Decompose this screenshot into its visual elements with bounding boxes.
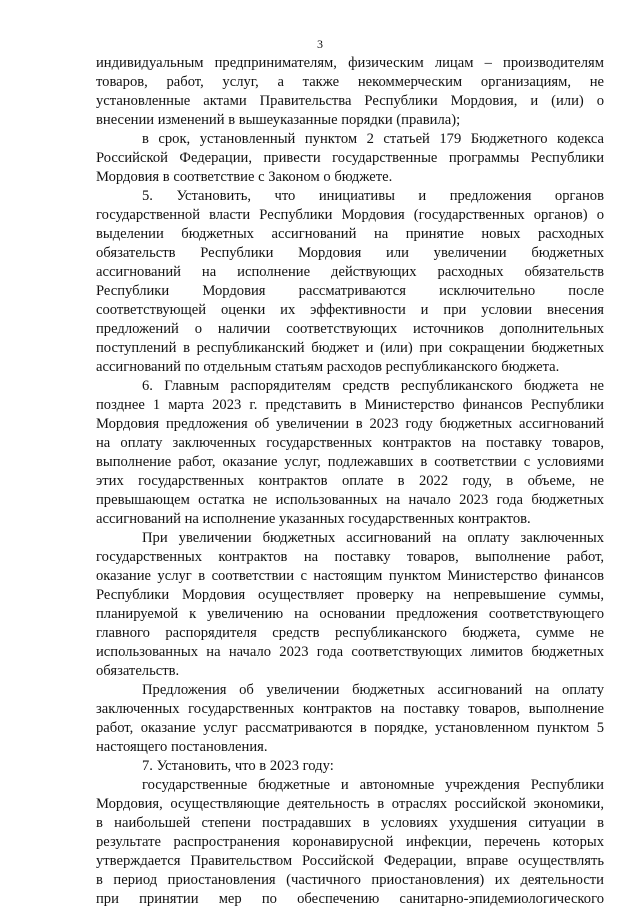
- text-line: индивидуальным предпринимателям, физическим лицам – производителям: [96, 55, 604, 71]
- text-line: Республики Мордовия осуществляет проверку на непревышение суммы,: [96, 587, 604, 603]
- text-line: в срок, установленный пунктом 2 статьей 179 Бюджетного кодекса: [142, 131, 604, 147]
- text-line: этих государственных контрактов оплате в 2022 году, в объеме, не: [96, 473, 604, 489]
- text-line: выполнение работ, оказание услуг, подлежавших в соответствии с условиями: [96, 454, 604, 470]
- text-line: главного распорядителя средств республиканского бюджета, сумме не: [96, 625, 604, 641]
- text-line: Российской Федерации, привести государственные программы Республики: [96, 150, 604, 166]
- text-line: 6. Главным распорядителям средств республиканского бюджета не: [142, 378, 604, 394]
- text-line: настоящего постановления.: [96, 739, 268, 755]
- text-line: предложений о наличии соответствующих источников дополнительных: [96, 321, 604, 337]
- text-line: Предложения об увеличении бюджетных ассигнований на оплату: [142, 682, 604, 698]
- text-line: Мордовия в соответствие с Законом о бюджете.: [96, 169, 393, 185]
- text-line: Мордовия, осуществляющие деятельность в отраслях российской экономики,: [96, 796, 604, 812]
- text-line: установленные актами Правительства Республики Мордовия, и (или) о: [96, 93, 604, 109]
- text-line: в период приостановления (частичного приостановления) их деятельности: [96, 872, 604, 888]
- text-line: товаров, работ, услуг, а также некоммерческим организациям, не: [96, 74, 604, 90]
- text-line: поступлений в республиканский бюджет и (или) при сокращении бюджетных: [96, 340, 604, 356]
- text-line: государственных контрактов на поставку товаров, выполнение работ,: [96, 549, 604, 565]
- text-line: ассигнований на исполнение действующих расходных обязательств: [96, 264, 604, 280]
- text-line: государственные бюджетные и автономные учреждения Республики: [142, 777, 604, 793]
- text-line: соответствующей оценки их эффективности и при условии внесения: [96, 302, 604, 318]
- text-line: Мордовия предложения об увеличении в 2023 году бюджетных ассигнований: [96, 416, 604, 432]
- text-line: на оплату заключенных государственных контрактов на поставку товаров,: [96, 435, 604, 451]
- text-line: 7. Установить, что в 2023 году:: [142, 758, 334, 774]
- body-text: [96, 54, 604, 909]
- text-line: утверждается Правительством Российской Федерации, вправе осуществлять: [96, 853, 604, 869]
- text-line: При увеличении бюджетных ассигнований на оплату заключенных: [142, 530, 604, 546]
- page-number: 3: [317, 37, 323, 51]
- text-line: ассигнований по отдельным статьям расходов республиканского бюджета.: [96, 359, 560, 375]
- text-line: выделении бюджетных ассигнований на принятие новых расходных: [96, 226, 604, 242]
- text-line: результате распространения коронавирусной инфекции, перечень которых: [96, 834, 604, 850]
- text-line: Республики Мордовия рассматриваются исключительно после: [96, 283, 604, 299]
- text-line: планируемой к увеличению на основании предложения соответствующего: [96, 606, 604, 622]
- text-line: использованных на начало 2023 года соответствующих лимитов бюджетных: [96, 644, 604, 660]
- text-line: в наибольшей степени пострадавших в условиях ухудшения ситуации в: [96, 815, 604, 831]
- text-line: работ, оказание услуг рассматриваются в порядке, установленном пунктом 5: [96, 720, 604, 736]
- text-line: заключенных государственных контрактов на поставку товаров, выполнение: [96, 701, 604, 717]
- text-line: оказание услуг в соответствии с настоящим пунктом Министерство финансов: [96, 568, 604, 584]
- text-line: превышающем остатка не использованных на начало 2023 года бюджетных: [96, 492, 604, 508]
- text-line: внесении изменений в вышеуказанные порядки (правила);: [96, 112, 461, 128]
- text-line: обязательств.: [96, 663, 180, 679]
- text-line: обязательств Республики Мордовия или увеличении бюджетных: [96, 245, 604, 261]
- text-line: 5. Установить, что инициативы и предложения органов: [142, 188, 604, 204]
- text-line: позднее 1 марта 2023 г. представить в Министерство финансов Республики: [96, 397, 604, 413]
- text-line: ассигнований на исполнение указанных государственных контрактов.: [96, 511, 531, 527]
- text-line: государственной власти Республики Мордовия (государственных органов) о: [96, 207, 604, 223]
- text-line: при принятии мер по обеспечению санитарно-эпидемиологического: [96, 891, 604, 907]
